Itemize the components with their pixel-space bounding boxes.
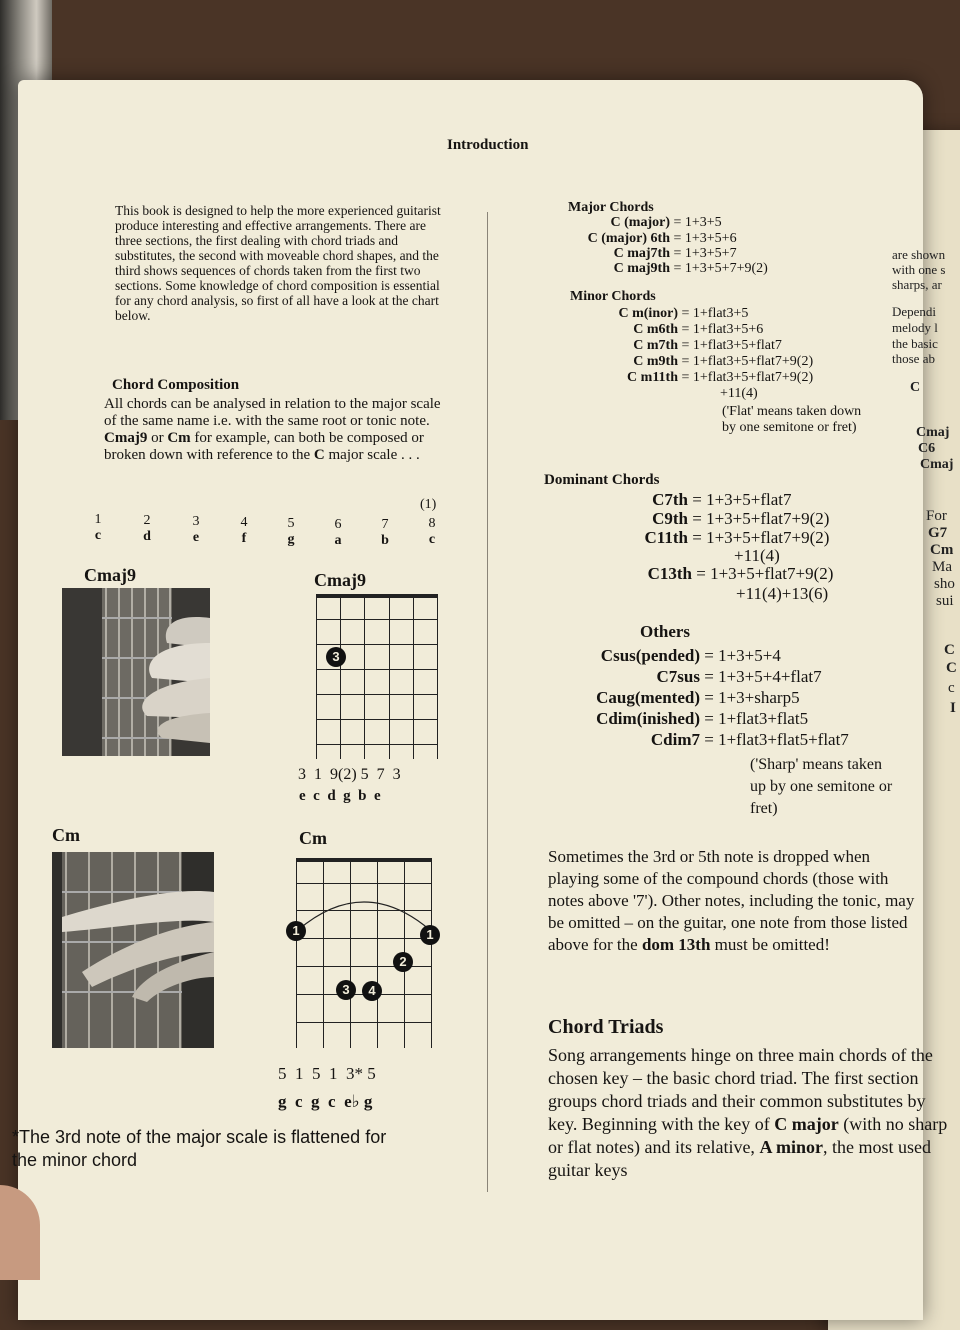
formula-row: C m6th = 1+flat3+5+6 <box>633 322 764 337</box>
cmaj9-chord-chart <box>316 594 438 762</box>
octave-mark: (1) <box>420 497 437 512</box>
facing-line: C <box>910 380 921 395</box>
formula-row: C m11th = 1+flat3+5+flat7+9(2) <box>627 370 814 385</box>
flat-note: ('Flat' means taken down by one semitone or fret) <box>722 404 862 435</box>
facing-line: Dependi <box>892 304 937 319</box>
facing-line: sui <box>936 593 954 609</box>
facing-line: Cm <box>930 542 954 558</box>
formula-row: C maj9th = 1+3+5+7+9(2) <box>613 261 768 276</box>
facing-line: G7 <box>928 525 948 541</box>
triads-text-3: , the most used guitar keys <box>548 1137 931 1180</box>
facing-line: C6 <box>918 441 936 456</box>
column-divider <box>487 212 488 1192</box>
sharp-note: ('Sharp' means taken up by one semitone or fret) <box>750 756 893 817</box>
finger-dot: 3 <box>326 647 346 667</box>
scale-degree: 4 f <box>240 515 248 546</box>
cmaj9-chart-label: Cmaj9 <box>314 570 366 590</box>
facing-line: C <box>944 642 955 658</box>
facing-line: sho <box>934 576 955 592</box>
dropped-text-1: Sometimes the 3rd or 5th note is dropped when playing some of the compound chords (those with notes above '7'). Other notes, including the tonic, may be omitted – on the guitar, one note from those listed above for the <box>548 847 915 954</box>
cm-hand-photo <box>52 852 214 1048</box>
formula-row: C (major) 6th = 1+3+5+6 <box>587 231 737 246</box>
nut <box>316 594 438 598</box>
intro-text: This book is designed to help the more experienced guitarist produce interesting and effective arrangements. There are three sections, the first dealing with chord triads and substitutes, the second with moveable chord shapes, and the third shows sequences of chords taken from the first two sections. Some knowledge of chord composition is essential for any chord analysis, so first of all have a look at the chart below. <box>115 203 441 323</box>
scale-degree: 2 d <box>143 513 151 544</box>
comp-text-1: All chords can be analysed in relation to the major scale of the same name i.e. with the same root or tonic note. <box>104 396 441 429</box>
scale-degree: 6 a <box>334 517 342 548</box>
formula-row: C7th = 1+3+5+flat7 <box>652 490 792 509</box>
facing-line: with one s <box>892 262 946 277</box>
finger-dot: 3 <box>336 980 356 1000</box>
minor-chords-heading: Minor Chords <box>570 289 656 304</box>
scale-degree: 5 g <box>287 516 295 547</box>
triads-bold-1: C major <box>774 1114 839 1134</box>
chord-composition-heading: Chord Composition <box>112 377 240 393</box>
chord-triads-heading: Chord Triads <box>548 1016 664 1038</box>
cm-chart-label: Cm <box>299 828 327 848</box>
comp-bold-3: C <box>313 447 325 463</box>
cmaj9-hand-photo <box>62 588 210 756</box>
major-chords-heading: Major Chords <box>568 200 654 215</box>
formula-continuation: +11(4)+13(6) <box>736 584 829 603</box>
formula-row: Caug(mented) = 1+3+sharp5 <box>596 688 800 707</box>
formula-row: C m7th = 1+flat3+5+flat7 <box>633 338 782 353</box>
formula-row: C13th = 1+3+5+flat7+9(2) <box>647 564 834 583</box>
triads-text-2: (with no sharp or flat notes) and its relative, <box>548 1114 948 1157</box>
facing-line: those ab <box>892 351 935 366</box>
others-heading: Others <box>640 622 691 641</box>
facing-line: sharps, ar <box>892 277 942 292</box>
cmaj9-notes: e c d g b e <box>299 788 381 804</box>
formula-row: C maj7th = 1+3+5+7 <box>613 246 737 261</box>
formula-row: Cdim(inished) = 1+flat3+flat5 <box>596 709 809 728</box>
scale-degree: 1 c <box>94 512 102 543</box>
scale-degree: 7 b <box>381 517 389 548</box>
cm-degrees: 5 1 5 1 3* 5 <box>278 1064 376 1083</box>
facing-line: Cmaj <box>916 425 950 440</box>
scale-degree: 8 c <box>428 516 436 547</box>
finger-dot: 4 <box>362 981 382 1001</box>
nut <box>296 858 432 862</box>
formula-continuation: +11(4) <box>734 546 780 565</box>
formula-continuation: +11(4) <box>720 386 758 401</box>
facing-line: melody l <box>892 320 938 335</box>
formula-row: Cdim7 = 1+flat3+flat5+flat7 <box>650 730 849 749</box>
triads-bold-2: A minor <box>759 1137 823 1157</box>
cm-chord-chart <box>292 858 434 1050</box>
facing-line: Cmaj <box>920 457 954 472</box>
formula-row: C m9th = 1+flat3+5+flat7+9(2) <box>633 354 814 369</box>
dropped-note-paragraph <box>548 846 918 956</box>
barre-arc <box>296 888 432 938</box>
finger-dot: 2 <box>393 952 413 972</box>
comp-text-3: for example, can both be composed or broken down with reference to the <box>104 430 424 463</box>
comp-text-4: major scale . . . <box>324 447 420 463</box>
scale-degree: 3 e <box>192 514 200 545</box>
intro-paragraph <box>115 203 455 323</box>
facing-line: are shown <box>892 247 946 262</box>
cmaj9-degrees: 3 1 9(2) 5 7 3 <box>298 766 401 783</box>
dominant-chords-heading: Dominant Chords <box>544 472 660 488</box>
facing-line: the basic <box>892 336 938 351</box>
triads-text-1: Song arrangements hinge on three main chords of the chosen key – the basic chord triad. The first section groups chord triads and their common substitutes by key. Beginning with the key of <box>548 1045 933 1134</box>
formula-row: C9th = 1+3+5+flat7+9(2) <box>652 509 830 528</box>
cmaj9-photo-label: Cmaj9 <box>84 565 136 585</box>
finger-dot: 1 <box>286 921 306 941</box>
footnote: *The 3rd note of the major scale is flattened for the minor chord <box>12 1127 387 1170</box>
formula-row: C (major) = 1+3+5 <box>610 215 722 230</box>
formula-row: C11th = 1+3+5+flat7+9(2) <box>644 528 830 547</box>
facing-line: C <box>946 660 957 676</box>
comp-bold-2: Cm <box>167 430 191 446</box>
facing-line: For <box>926 508 947 524</box>
formula-row: C m(inor) = 1+flat3+5 <box>618 306 749 321</box>
facing-line: c <box>948 680 955 696</box>
comp-bold-1: Cmaj9 <box>104 430 148 446</box>
hand-photo-image <box>62 588 210 756</box>
chord-triads-paragraph <box>548 1044 948 1182</box>
dropped-bold: dom 13th <box>641 935 711 954</box>
finger-dot: 1 <box>420 925 440 945</box>
hand-photo-image <box>52 852 214 1048</box>
formula-row: C7sus = 1+3+5+4+flat7 <box>656 667 822 686</box>
facing-line: I <box>950 700 956 716</box>
comp-text-2: or <box>147 430 168 446</box>
chord-composition-text <box>104 396 449 464</box>
cm-photo-label: Cm <box>52 825 80 845</box>
formula-row: Csus(pended) = 1+3+5+4 <box>600 646 781 665</box>
page-title: Introduction <box>447 137 529 153</box>
facing-line: Ma <box>932 559 952 575</box>
cm-notes: g c g c e♭ g <box>278 1092 373 1111</box>
dropped-text-2: must be omitted! <box>710 935 830 954</box>
